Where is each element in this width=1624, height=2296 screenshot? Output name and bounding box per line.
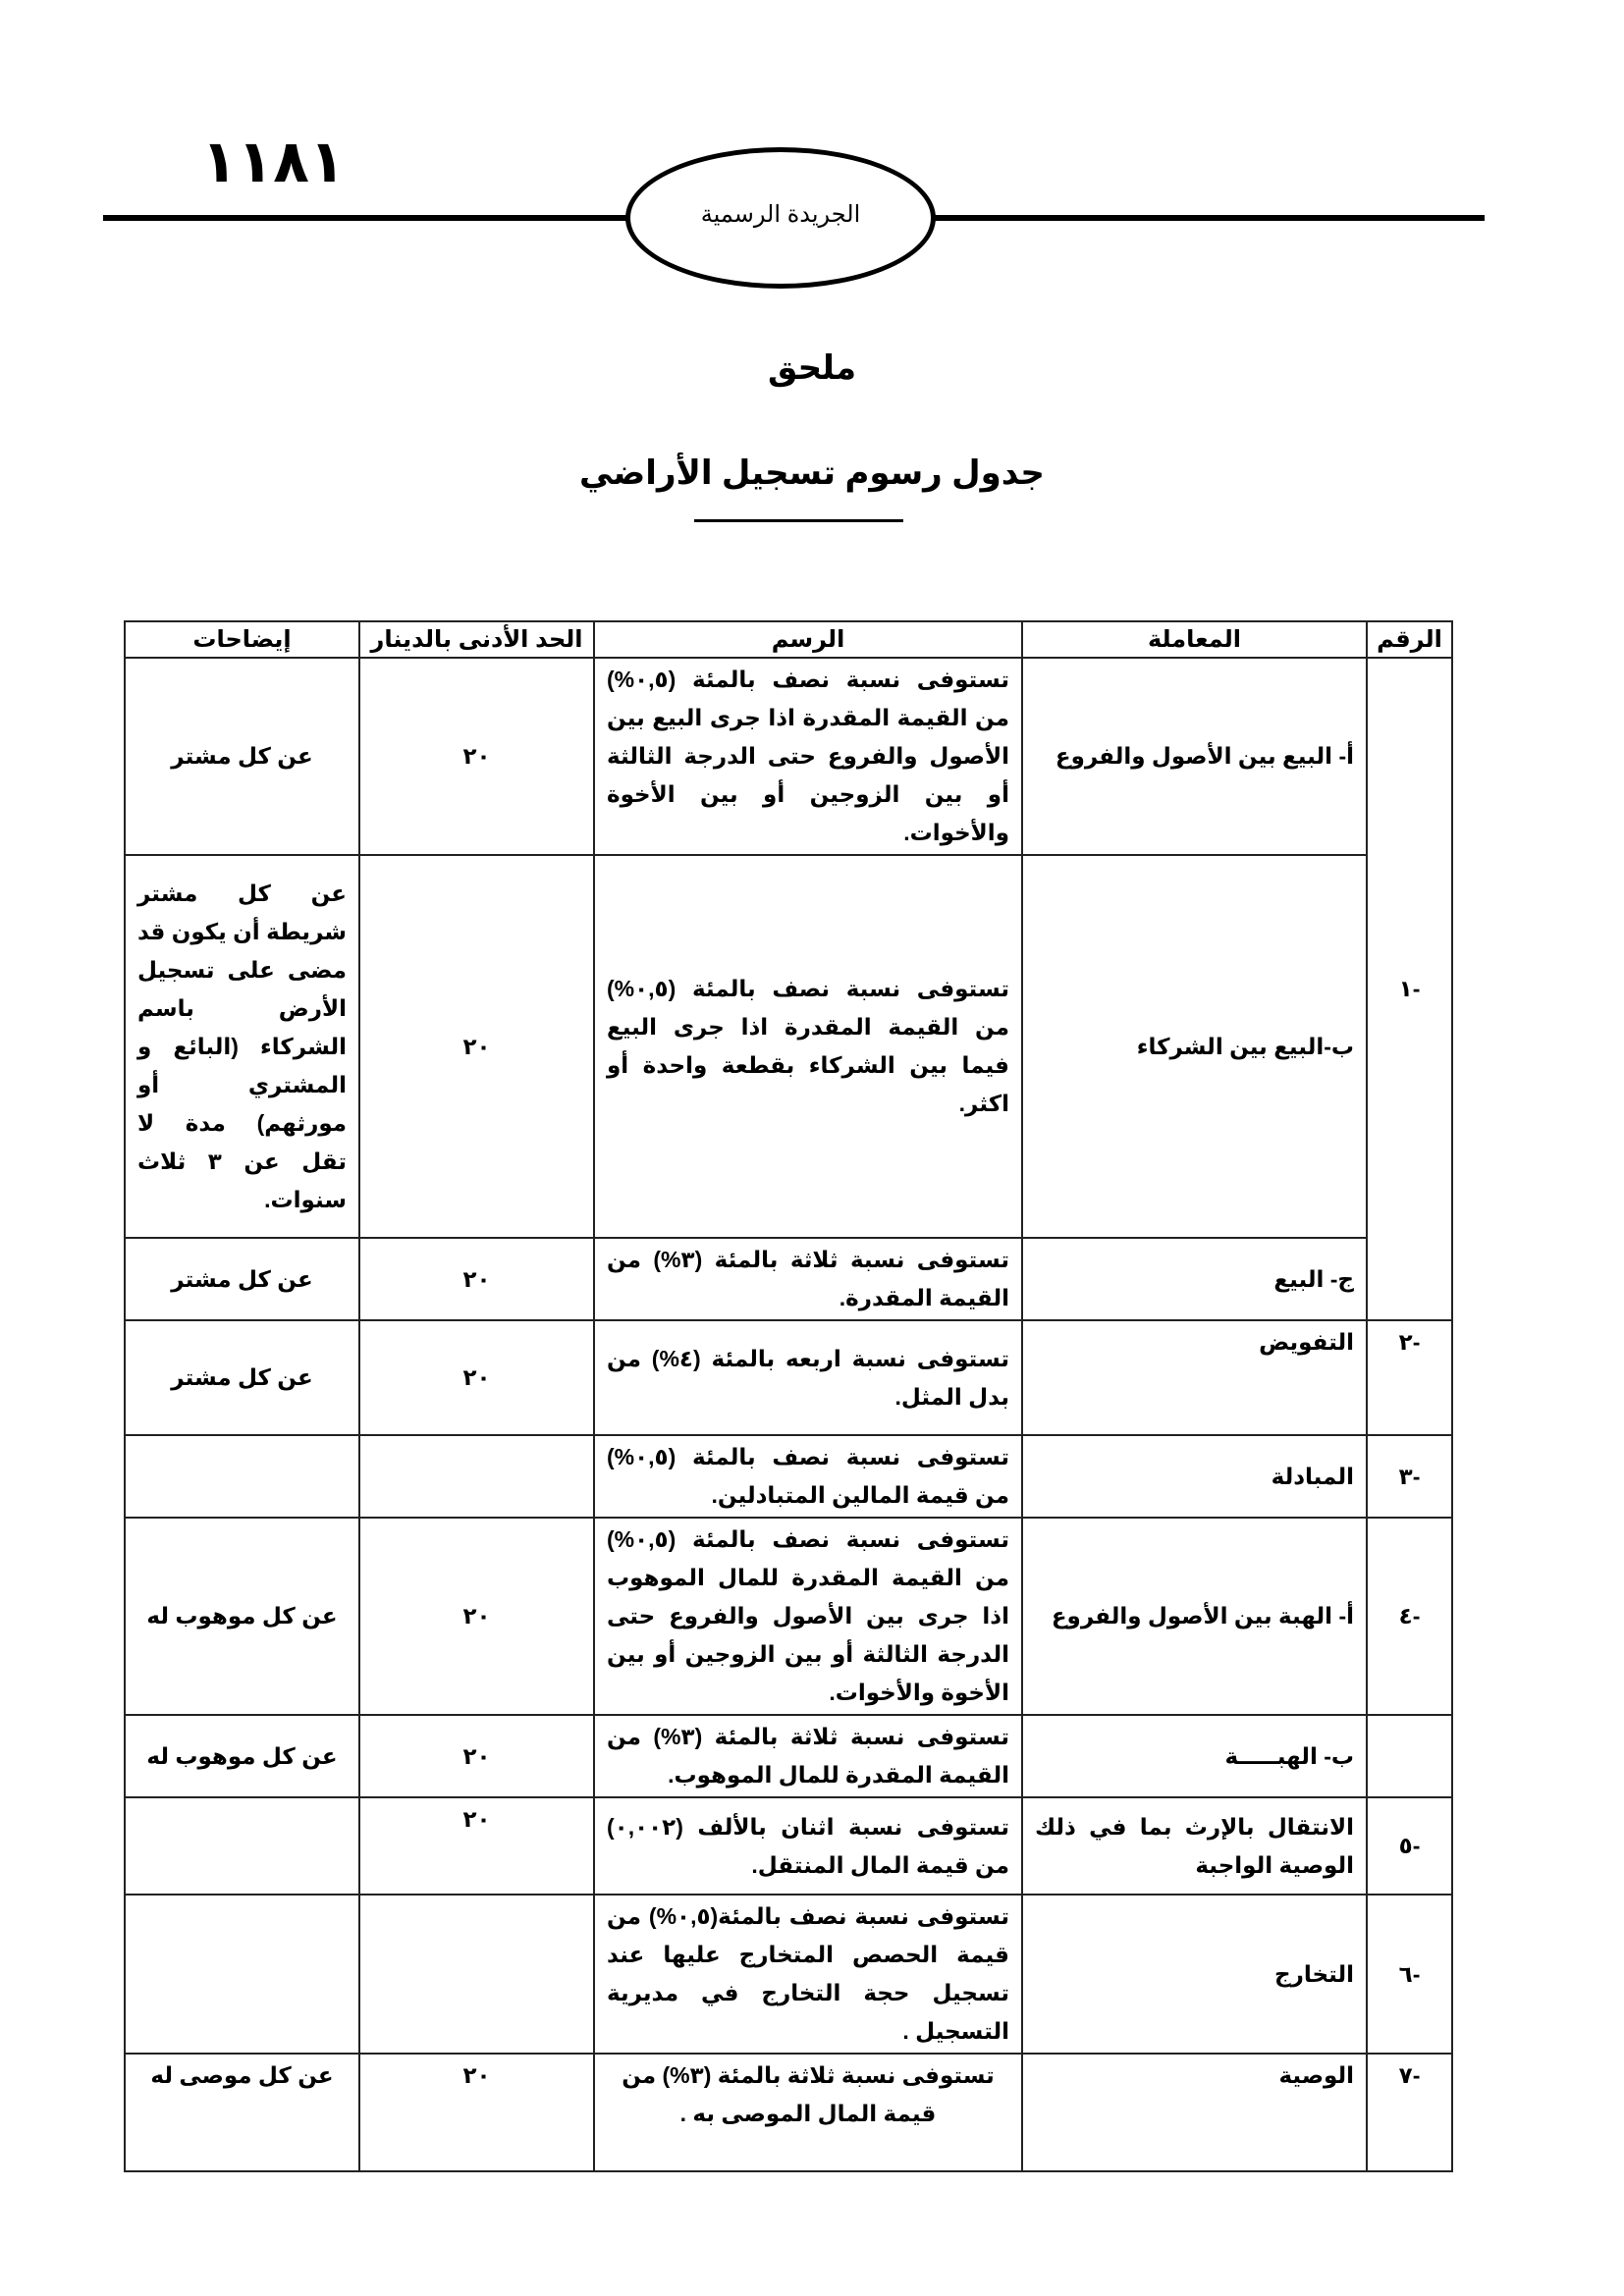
transaction-cell: ج- البيع: [1022, 1238, 1367, 1320]
notes-cell: عن كل موصى له: [125, 2054, 359, 2171]
table-row: [125, 1435, 1452, 1518]
minimum-cell: ٢٠: [359, 1518, 594, 1715]
fee-cell: تستوفى نسبة اثنان بالألف (٠,٠٠٢) من قيمة المال المنتقل.: [594, 1797, 1022, 1895]
notes-cell: عن كل موهوب له: [125, 1715, 359, 1797]
row-number: -٦: [1367, 1895, 1452, 2054]
notes-cell: [125, 1895, 359, 2054]
transaction-cell: ب-البيع بين الشركاء: [1022, 855, 1367, 1238]
column-header: إيضاحات: [125, 621, 359, 658]
transaction-cell: الوصية: [1022, 2054, 1367, 2171]
table-row: [125, 1238, 1452, 1320]
table-row: [125, 1518, 1452, 1715]
fee-cell: تستوفى نسبة ثلاثة بالمئة (٣%) من القيمة المقدرة للمال الموهوب.: [594, 1715, 1022, 1797]
minimum-cell: [359, 1895, 594, 2054]
notes-cell: عن كل مشتر شريطة أن يكون قد مضى على تسجيل الأرض باسم الشركاء (البائع و المشتري أو مورثهم) مدة لا تقل عن ٣ ثلاث سنوات.: [125, 855, 359, 1238]
fee-cell: تستوفى نسبة ثلاثة بالمئة (٣%) من قيمة المال الموصى به .: [594, 2054, 1022, 2171]
fee-cell: تستوفى نسبة نصف بالمئة (٠,٥%) من القيمة المقدرة للمال الموهوب اذا جرى بين الأصول والفروع حتى الدرجة الثالثة أو بين الزوجين أو بين الأخوة والأخوات.: [594, 1518, 1022, 1715]
fee-cell: تستوفى نسبة نصف بالمئة (٠,٥%) من القيمة المقدرة اذا جرى البيع بين الأصول والفروع حتى الدرجة الثالثة أو بين الزوجين أو بين الأخوة والأخوات.: [594, 658, 1022, 855]
transaction-cell: أ- الهبة بين الأصول والفروع: [1022, 1518, 1367, 1715]
minimum-cell: ٢٠: [359, 658, 594, 855]
transaction-cell: التفويض: [1022, 1320, 1367, 1435]
notes-cell: عن كل مشتر: [125, 1238, 359, 1320]
row-number: -٢: [1367, 1320, 1452, 1435]
notes-cell: [125, 1797, 359, 1895]
column-header: الرسم: [594, 621, 1022, 658]
row-number: -٣: [1367, 1435, 1452, 1518]
transaction-cell: المبادلة: [1022, 1435, 1367, 1518]
title-underline: [694, 519, 903, 522]
fee-cell: تستوفى نسبة اربعه بالمئة (٤%) من بدل المثل.: [594, 1320, 1022, 1435]
column-header: الرقم: [1367, 621, 1452, 658]
transaction-cell: أ- البيع بين الأصول والفروع: [1022, 658, 1367, 855]
row-number: -٥: [1367, 1797, 1452, 1895]
gazette-name: الجريدة الرسمية: [700, 200, 861, 228]
fees-table: [124, 620, 1453, 2172]
minimum-cell: ٢٠: [359, 2054, 594, 2171]
fee-cell: تستوفى نسبة نصف بالمئة (٠,٥%) من قيمة المالين المتبادلين.: [594, 1435, 1022, 1518]
row-number: -٧: [1367, 2054, 1452, 2171]
minimum-cell: ٢٠: [359, 1320, 594, 1435]
minimum-cell: ٢٠: [359, 1715, 594, 1797]
notes-cell: [125, 1435, 359, 1518]
row-number: -٤: [1367, 1518, 1452, 1715]
row-number: -١: [1367, 658, 1452, 1320]
transaction-cell: التخارج: [1022, 1895, 1367, 2054]
notes-cell: عن كل مشتر: [125, 658, 359, 855]
page-number: ١١٨١: [201, 129, 346, 194]
fee-cell: تستوفى نسبة ثلاثة بالمئة (٣%) من القيمة المقدرة.: [594, 1238, 1022, 1320]
minimum-cell: ٢٠: [359, 1238, 594, 1320]
table-row: [125, 1797, 1452, 1895]
table-row: [125, 1715, 1452, 1797]
minimum-cell: ٢٠: [359, 1797, 594, 1895]
transaction-cell: الانتقال بالإرث بما في ذلك الوصية الواجبة: [1022, 1797, 1367, 1895]
column-header: المعاملة: [1022, 621, 1367, 658]
row-number: [1367, 1715, 1452, 1797]
minimum-cell: [359, 1435, 594, 1518]
table-row: [125, 1895, 1452, 2054]
table-row: [125, 658, 1452, 855]
table-row: [125, 2054, 1452, 2171]
transaction-cell: ب- الهبـــــة: [1022, 1715, 1367, 1797]
table-row: [125, 855, 1452, 1238]
annex-heading: ملحق: [767, 349, 857, 387]
fee-cell: تستوفى نسبة نصف بالمئة (٠,٥%) من القيمة المقدرة اذا جرى البيع فيما بين الشركاء بقطعة واحدة أو اكثر.: [594, 855, 1022, 1238]
minimum-cell: ٢٠: [359, 855, 594, 1238]
table-title: جدول رسوم تسجيل الأراضي: [579, 454, 1045, 492]
column-header: الحد الأدنى بالدينار: [359, 621, 594, 658]
table-header-row: [125, 621, 1452, 658]
table-row: [125, 1320, 1452, 1435]
notes-cell: عن كل مشتر: [125, 1320, 359, 1435]
notes-cell: عن كل موهوب له: [125, 1518, 359, 1715]
gazette-badge: [625, 147, 936, 289]
fee-cell: تستوفى نسبة نصف بالمئة(٠,٥%) من قيمة الحصص المتخارج عليها عند تسجيل حجة التخارج في مديرية التسجيل .: [594, 1895, 1022, 2054]
